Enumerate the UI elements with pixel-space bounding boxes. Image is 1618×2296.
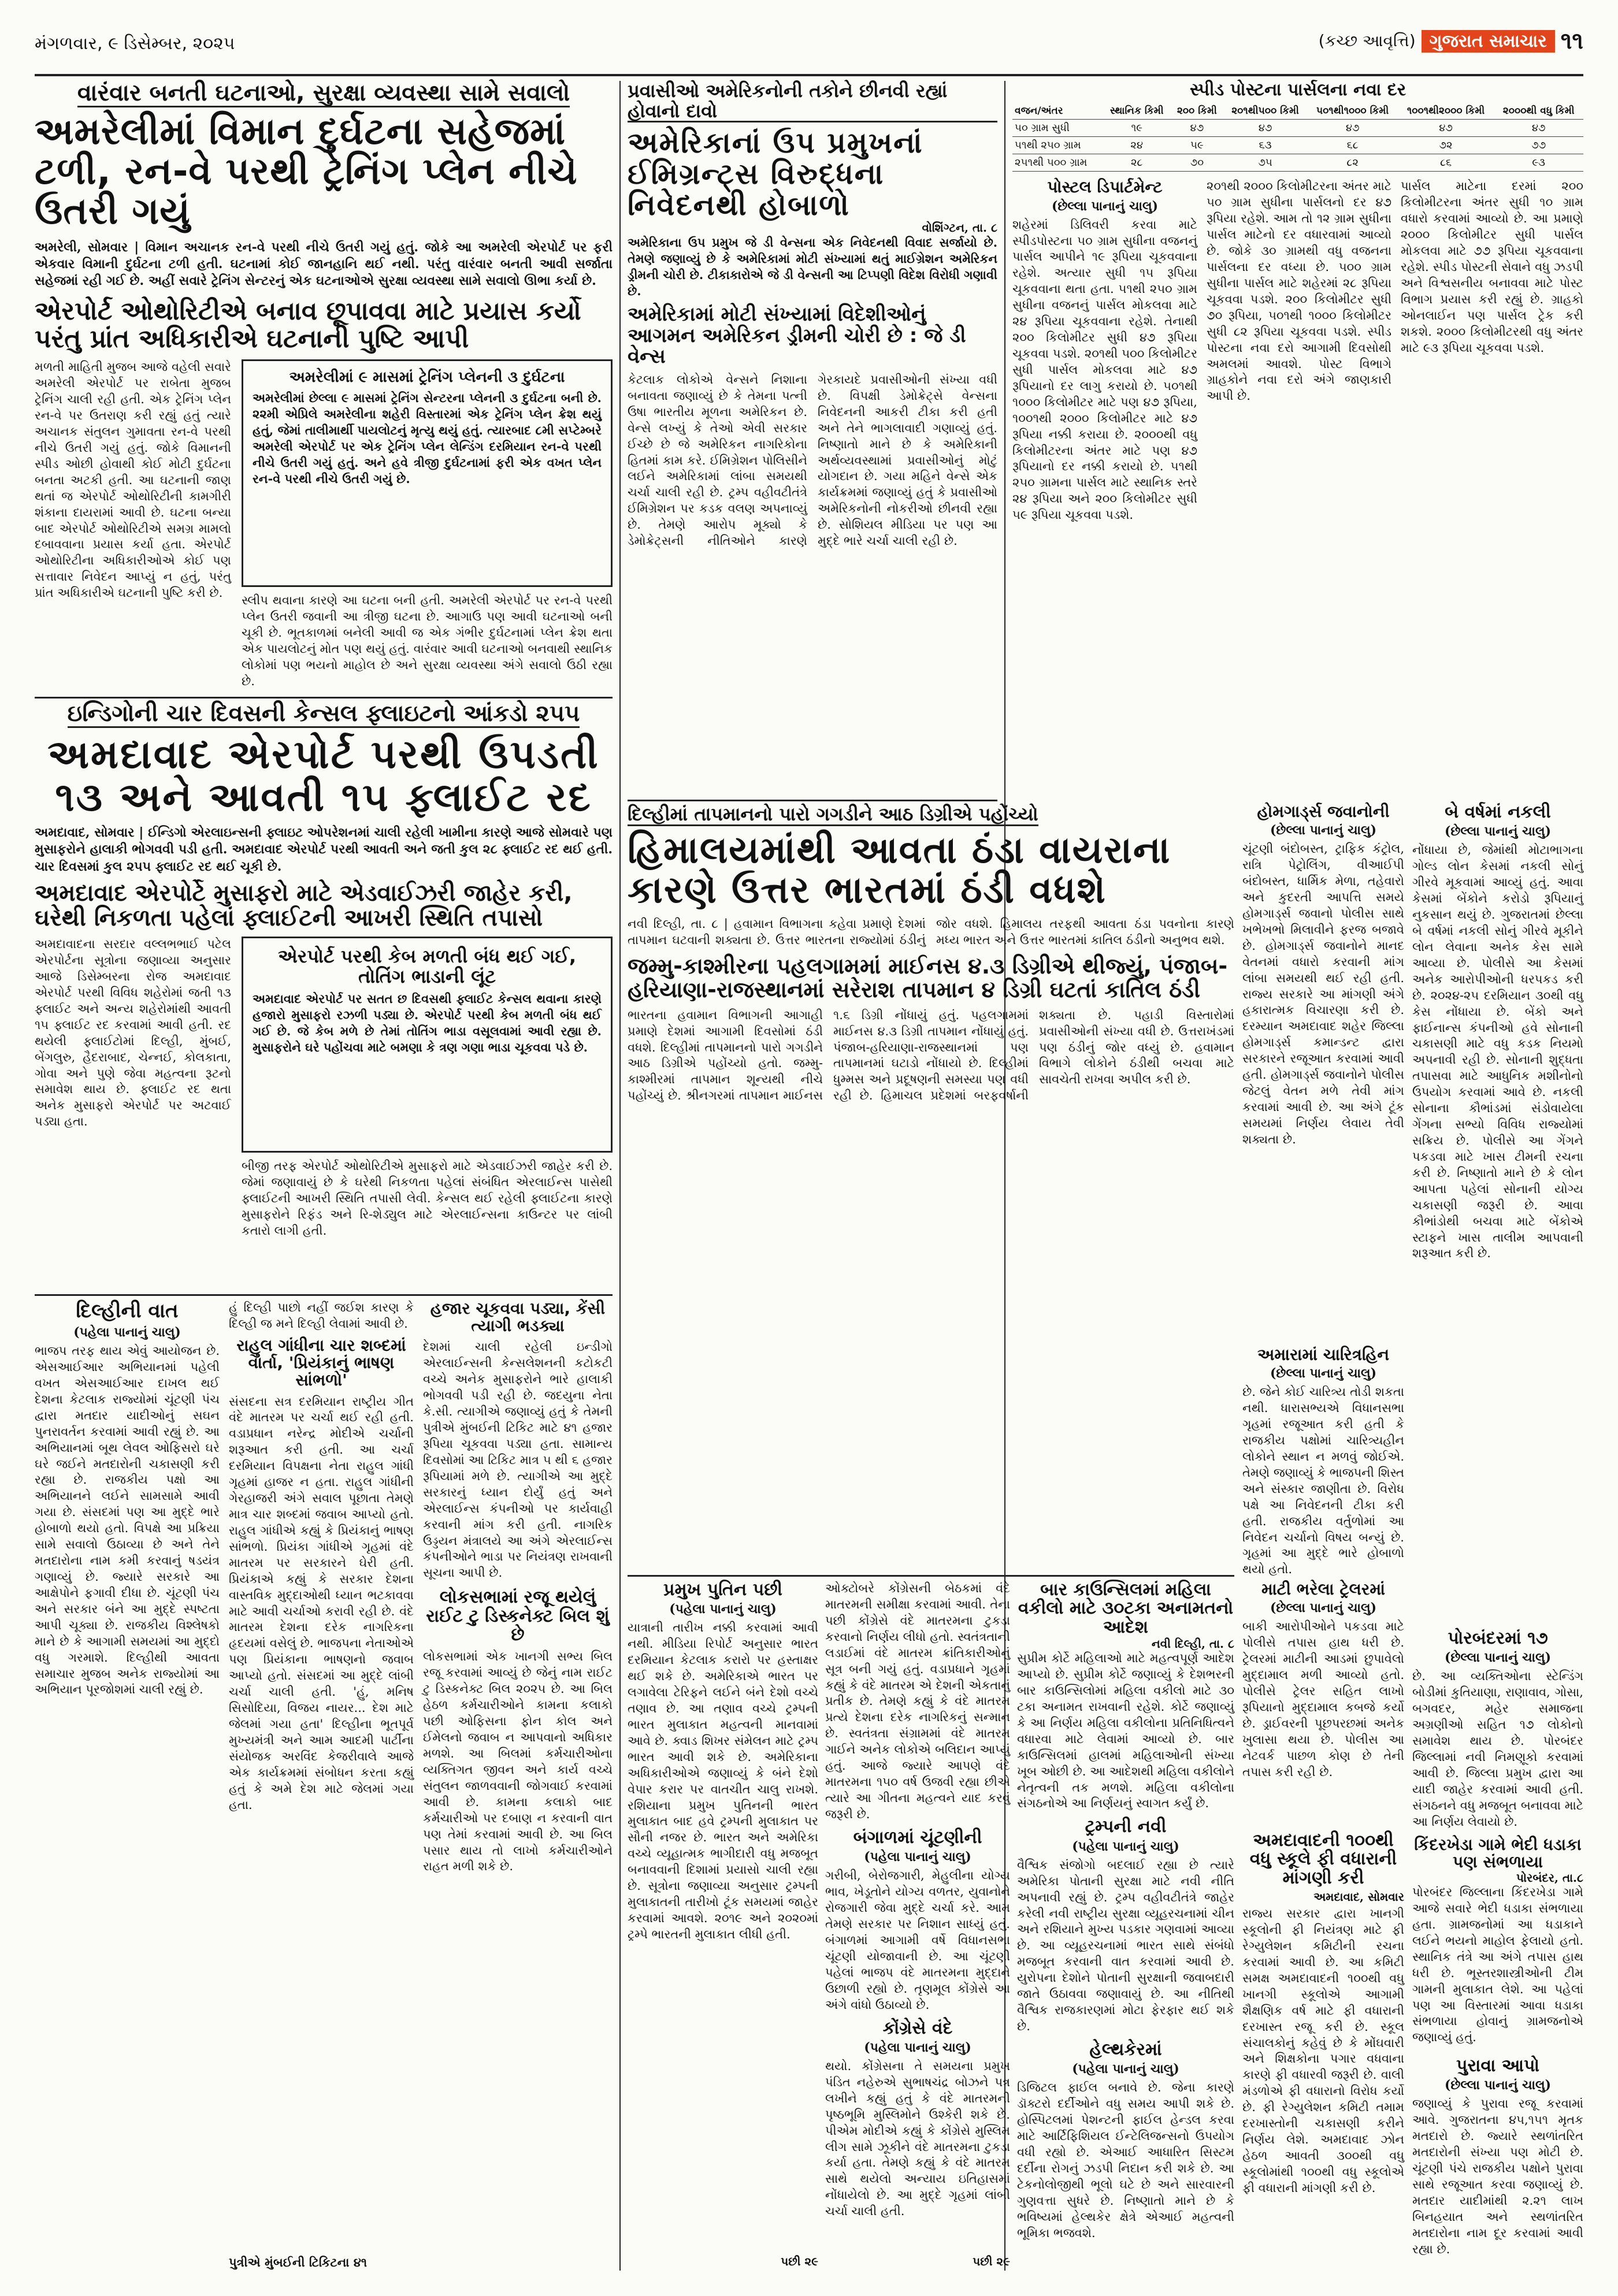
table-cell: ૮૨ [1308,154,1398,172]
table-row [1012,137,1583,154]
right-to-disconnect-title: લોકસભામાં રજૂ થયેલું રાઈટ ટુ ડિસ્કનેક્ટ બિલ શું છે [426,1587,610,1645]
postal-col-header: ૨૦૦૦થી વધુ કિમી [1494,103,1583,120]
ahmedabad-box-body: અમદાવાદ એરપોર્ટ પર સતત છ દિવસથી ફ્લાઈટ કેન્સલ થવાના કારણે હજારો મુસાફરો રઝળી પડ્યા છે. એરપોર્ટ પરથી કેબ મળતી બંધ થઈ ગઈ છે. જે કેબ મળે છે તેમાં તોતિંગ ભાડા વસૂલવામાં આવી રહ્યા છે. મુસાફરોને ઘરે પહોંચવા માટે બમણા કે ત્રણ ગણા ભાડા ચૂકવવા પડે છે. [253,991,602,1055]
postal-rate-table [1012,103,1583,172]
homeguard-body: ચૂંટણી બંદોબસ્ત, ટ્રાફિક કંટ્રોલ, રાત્રિ પેટ્રોલિંગ, વીઆઈપી બંદોબસ્ત, ધાર્મિક મેળા, તહેવારો અને કુદરતી આપત્તિ સમયે હોમગાર્ડ્સ જવાનો પોલીસ સાથે ખભેખભો મિલાવીને ફરજ બજાવે છે. હોમગાર્ડ્સ જવાનોને માનદ વેતનમાં વધારો કરવાની માંગ લાંબા સમયથી થઈ રહી હતી. રાજ્ય સરકારે આ માંગણી અંગે હકારાત્મક વિચારણા કરી છે. દરમ્યાન અમદાવાદ શહેર જિલ્લા હોમગાર્ડ્સ કમાન્ડન્ટ દ્વારા સરકારને રજૂઆત કરવામાં આવી હતી. હોમગાર્ડ્સ જવાનોને પોલીસ જેટલું વેતન મળે તેવી માંગ કરવામાં આવી છે. આ અંગે ટૂંક સમયમાં નિર્ણય લેવાય તેવી શક્યતા છે. [1242,842,1404,1146]
amara-body: છે. જેને કોઈ ચારિત્ર્ય તોડી શકતા નથી. ધારાસભ્યએ વિધાનસભા ગૃહમાં રજૂઆત કરી હતી કે રાજકીય પક્ષોમાં ચારિત્ર્યહીન લોકોને સ્થાન ન મળવું જોઈએ. તેમણે જણાવ્યું કે ભાજપની શિસ્ત અને સંસ્કાર જાણીતા છે. વિરોધ પક્ષે આ નિવેદનની ટીકા કરી હતી. રાજકીય વર્તુળોમાં આ નિવેદન ચર્ચાનો વિષય બન્યું છે. ગૃહમાં આ મુદ્દે ભારે હોબાળો થયો હતો. [1242,1385,1404,1577]
be-varsh-story [1412,803,1583,1623]
congress-vande-body: થયો. કોંગ્રેસના તે સમયના પ્રમુખ પંડિત નહેરુએ સુભાષચંદ્ર બોઝને પત્ર લખીને કહ્યું હતું કે વંદે માતરમની પૃષ્ઠભૂમિ મુસ્લિમોને ઉશ્કેરી શકે છે. પીએમ મોદીએ કહ્યું કે કોંગ્રેસે મુસ્લિમ લીગ સામે ઝૂકીને વંદે માતરમના ટુકડા કર્યા હતા. તેમણે કહ્યું કે વંદે માતરમ સાથે થયેલો અન્યાય ઇતિહાસમાં નોંધાયેલો છે. આ મુદ્દે ગૃહમાં લાંબી ચર્ચા ચાલી હતી. [825,2059,1010,2219]
postal-rates [1012,81,1583,716]
vance-dateline: વોશિંગ્ટન, તા. ૮ [922,221,997,235]
rule-left-1 [35,697,613,699]
himalaya-subhead: જમ્મુ-કાશ્મીરના પહલગામમાં માઈનસ ૪.૩ ડિગ્રીએ થીજ્યું, પંજાબ-હરિયાણા-રાજસ્થાનમાં સરેરાશ તાપમાન ૪ ડિગ્રી ઘટતાં કાતિલ ઠંડી [628,953,1228,1002]
kindarkheda-title: કિંદરખેડા ગામે ભેદી ધડાકા પણ સંભળાયા [1414,1834,1582,1871]
trump-cont: (પહેલા પાનાનું ચાલુ) [1072,1838,1179,1854]
table-cell: ૭૫ [1223,154,1308,172]
ahmedabad-kicker: ઇન્ડિગોની ચાર દિવસની કેન્સલ ફ્લાઇટનો આંકડો ૨૫૫ [68,701,580,728]
table-cell: ૪૭ [1308,120,1398,137]
bengal-body: ગરીબી, બેરોજગારી, મેહુલીના યોગ્ય ભાવ, ખેડૂતોને યોગ્ય વળતર, યુવાનોને રોજગારી જેવા મુદ્દે ચર્ચા કરે. આમ તેમણે સરકાર પર નિશાન સાધ્યું હતું. બંગાળમાં આગામી વર્ષે વિધાનસભા ચૂંટણી યોજાવાની છે. આ ચૂંટણી પહેલાં ભાજપ વંદે માતરમના મુદ્દાને ઉછાળી રહ્યો છે. તૃણમૂલ કોંગ્રેસે આ અંગે વાંધો ઉઠાવ્યો છે. [825,1868,1010,2012]
himalaya-lead: નવી દિલ્હી, તા. ૮ | હવામાન વિભાગના કહેવા પ્રમાણે દેશમાં તાપમાન ઘટવાની શક્યતા છે. ઉત્તર ભારતના રાજ્યોમાં ઠંડીનું જોર વધશે. હિમાલય તરફથી આવતા ઠંડા પવનોના કારણે મધ્ય ભારત અને ઉત્તર ભારતમાં કાતિલ ઠંડીનો અનુભવ થશે. [628,916,1234,947]
kindarkheda-dateline: પોરબંદર, તા.૮ [1516,1871,1583,1885]
amreli-kicker: વારંવાર બનતી ઘટનાઓ, સુરક્ષા વ્યવસ્થા સામે સવાલો [77,81,570,107]
postal-title: સ્પીડ પોસ્ટના પાર્સલના નવા દર [1189,80,1407,100]
congress-vande-title: કોંગ્રેસે વંદે [882,2018,953,2038]
puraava-story [1412,2057,1583,2271]
puraava-body: જણાવ્યું કે પુરાવા રજૂ કરવામાં આવે. ગુજરાતના ૪૫,૧૫૧ મૃતક મતદારો છે. જ્યારે સ્થળાંતરિત મતદારોની સંખ્યા પણ મોટી છે. ચૂંટણી પંચે રાજકીય પક્ષોને પુરાવા સાથે રજૂઆત કરવા જણાવ્યું છે. મતદાર યાદીમાંથી ૨.૨૧ લાખ બિનહયાત અને સ્થળાંતરિત મતદારોના નામ દૂર કરવામાં આવી રહ્યા છે. [1412,2097,1583,2256]
amara-story [1242,1345,1404,1577]
table-cell: ૪૭ [1494,120,1583,137]
postal-col-header: ૫૦૧થી૧૦૦૦ કિમી [1308,103,1398,120]
porbandar-body: છે. આ વ્યક્તિઓના સ્ટેન્ડિંગ બોડીમાં કુતિયાણા, રાણાવાવ, ગોસા, બગવદર, મહેર સમાજના અગ્રણીઓ સહિત ૧૭ લોકોનો સમાવેશ થાય છે. પોરબંદર જિલ્લામાં નવી નિમણૂકો કરવામાં આવી છે. જિલ્લા પ્રમુખ દ્વારા આ યાદી જાહેર કરવામાં આવી હતી. સંગઠનને વધુ મજબૂત બનાવવા માટે આ નિર્ણય લેવાયો છે. [1412,1669,1583,1829]
amreli-headline: અમરેલીમાં વિમાન દુર્ઘટના સહેજમાં ટળી, રન-વે પરથી ટ્રેનિંગ પ્લેન નીચે ઉતરી ગયું [35,110,578,233]
bengal-cont: (પહેલા પાનાનું ચાલુ) [864,1849,971,1865]
table-cell: ૭૦ [1171,154,1223,172]
ahmedabad-body-2: બીજી તરફ એરપોર્ટ ઓથોરિટીએ મુસાફરો માટે એડવાઈઝરી જાહેર કરી છે. જેમાં જણાવાયું છે કે ઘરેથી નિકળતા પહેલાં સંબંધિત એરલાઈન્સ પાસેથી ફ્લાઈટની આખરી સ્થિતિ તપાસી લેવી. કેન્સલ થઈ રહેલી ફ્લાઈટના કારણે મુસાફરોને રિફંડ અને રિ-શેડ્યુલ માટે એરલાઈન્સના કાઉન્ટર પર લાંબી કતારો લાગી હતી. [242,1159,613,1238]
delhi-ni-vaat-title: દિલ્હીની વાત [76,1299,179,1322]
ahmedabad-box [242,937,613,1153]
issue-date: મંગળવાર, ૯ ડિસેમ્બર, ૨૦૨૫ [35,34,235,54]
amreli-body-2: સ્લીપ થવાના કારણે આ ઘટના બની હતી. અમરેલી એરપોર્ટ પર રન-વે પરથી પ્લેન ઉતરી જવાની આ ત્રીજી ઘટના છે. આગાઉ પણ આવી ઘટનાઓ બની ચૂકી છે. ભૂતકાળમાં બનેલી આવી જ એક ગંભીર દુર્ઘટનામાં પ્લેન ક્રેશ થતા એક પાયલોટનું મોત પણ થયું હતું. વારંવાર આવી ઘટનાઓ બનવાથી સ્થાનિક લોકોમાં પણ ભયનો માહોલ છે અને સુરક્ષા વ્યવસ્થા અંગે સવાલો ઉઠી રહ્યા છે. [242,593,613,688]
healthcare-body: ડિજિટલ ફાઈલ બનાવે છે. જેના કારણે ડૉક્ટરો દર્દીઓને વધુ સમય આપી શકે છે. હોસ્પિટલમાં પેશન્ટની ફાઈલ હેન્ડલ કરવા માટે આર્ટિફિશિયલ ઈન્ટેલિજન્સનો ઉપયોગ વધી રહ્યો છે. એઆઈ આધારિત સિસ્ટમ દર્દીના રોગનું ઝડપી નિદાન કરી શકે છે. આ ટેકનોલોજીથી ભૂલો ઘટે છે અને સારવારની ગુણવત્તા સુધરે છે. નિષ્ણાતો માને છે કે ભવિષ્યમાં હેલ્થકેર ક્ષેત્રે એઆઈ મહત્વની ભૂમિકા ભજવશે. [1017,2080,1234,2240]
healthcare-cont: (પહેલા પાનાનું ચાલુ) [1072,2061,1179,2077]
brand-logo: ગુજરાત સમાચાર [1422,30,1555,53]
table-cell: ૮૬ [1398,154,1494,172]
delhi-ni-vaat-body: ભાજપ તરફ થાય એવું આયોજન છે. એસઆઈઆર અભિયાનમાં પહેલી વખત એસઆઈઆર દાખલ થઈ દેશના કેટલાક રાજ્યોમાં ચૂંટણી પંચ દ્વારા મતદાર યાદીઓનું સઘન પુનરાવર્તન કરવામાં આવી રહ્યું છે. આ અભિયાનમાં બૂથ લેવલ ઓફિસરો ઘરે ઘરે જઈને મતદારોની ચકાસણી કરી રહ્યા છે. રાજકીય પક્ષો આ અભિયાનને લઈને સામસામે આવી ગયા છે. સંસદમાં પણ આ મુદ્દે ભારે હોબાળો થયો હતો. વિપક્ષે આ પ્રક્રિયા સામે સવાલો ઉઠાવ્યા છે અને તેને મતદારોના નામ કમી કરવાનું ષડયંત્ર ગણાવ્યું છે. જ્યારે સરકારે આ આક્ષેપોને ફગાવી દીધા છે. ચૂંટણી પંચ અને સરકાર બંને આ મુદ્દે સ્પષ્ટતા આપી ચૂક્યા છે. રાજકીય વિશ્લેષકો માને છે કે આગામી સમયમાં આ મુદ્દો વધુ ગરમાશે. દિલ્હીથી આવતા સમાચાર મુજબ અનેક રાજ્યોમાં આ અભિયાન પૂરજોશમાં ચાલી રહ્યું છે. [35,1344,220,1697]
rahul-body: સંસદના સત્ર દરમિયાન રાષ્ટ્રીય ગીત વંદે માતરમ પર ચર્ચા થઈ રહી હતી. વડાપ્રધાન નરેન્દ્ર મોદીએ ચર્ચાની શરૂઆત કરી હતી. આ ચર્ચા દરમિયાન વિપક્ષના નેતા રાહુલ ગાંધી ગૃહમાં હાજર ન હતા. રાહુલ ગાંધીની ગેરહાજરી અંગે સવાલ પૂછાતા તેમણે માત્ર ચાર શબ્દમાં જવાબ આપ્યો હતો. રાહુલ ગાંધીએ કહ્યું કે પ્રિયંકાનું ભાષણ સાંભળો. પ્રિયંકા ગાંધીએ ગૃહમાં વંદે માતરમ પર સરકારને ઘેરી હતી. પ્રિયંકાએ કહ્યું કે સરકાર દેશના વાસ્તવિક મુદ્દાઓથી ધ્યાન ભટકાવવા માટે આવી ચર્ચાઓ કરાવી રહી છે. વંદે માતરમ દેશના દરેક નાગરિકના હૃદયમાં વસેલું છે. ભાજપના નેતાઓએ પણ પ્રિયંકાના ભાષણનો જવાબ આપ્યો હતો. સંસદમાં આ મુદ્દે લાંબી ચર્ચા ચાલી હતી. 'હું, મનિષ સિસોદિયા, વિજય નાયર... દેશ માટે જેલમાં ગયા હતા' દિલ્હીના ભૂતપૂર્વ મુખ્યમંત્રી અને આમ આદમી પાર્ટીના સંયોજક અરવિંદ કેજરીવાલે આજે એક કાર્યક્રમમાં સંબોધન કરતા કહ્યું હતું કે અમે દેશ માટે જેલમાં ગયા હતા. [229,1394,414,1812]
col-rule-1 [619,81,621,2271]
himalaya-body: ભારતના હવામાન વિભાગની આગાહી પ્રમાણે દેશમાં આગામી દિવસોમાં ઠંડી વધશે. દિલ્હીમાં તાપમાનનો પારો ગગડીને આઠ ડિગ્રીએ પહોંચ્યો હતો. જમ્મુ-કાશ્મીરમાં તાપમાન શૂન્યથી નીચે પહોંચ્યું છે. શ્રીનગરમાં તાપમાન માઈનસ ૧.૬ ડિગ્રી નોંધાયું હતું. પહલગામમાં માઈનસ ૪.૩ ડિગ્રી તાપમાન નોંધાયું હતું. પંજાબ-હરિયાણા-રાજસ્થાનમાં પણ તાપમાનમાં ઘટાડો નોંધાયો છે. દિલ્હીમાં ધુમ્મસ અને પ્રદૂષણની સમસ્યા પણ વધી રહી છે. હિમાચલ પ્રદેશમાં બરફવર્ષાની શક્યતા છે. પહાડી વિસ્તારોમાં પ્રવાસીઓની સંખ્યા વધી છે. ઉત્તરાખંડમાં પણ ઠંડીનું જોર વધ્યું છે. હવામાન વિભાગે લોકોને ઠંડીથી બચવા માટે સાવચેતી રાખવા અપીલ કરી છે. [628,1008,1234,1103]
rahul-footer: પુત્રીએ મુંબઈની ટિકિટના ૪૧ [229,2255,368,2270]
bar-council-story [1017,1581,1234,2268]
be-varsh-body: નોંધાયા છે, જેમાંથી મોટાભાગના ગોલ્ડ લોન કેસમાં નકલી સોનું ગીરવે મૂકવામાં આવ્યું હતું. આવા કેસમાં બેંકોને કરોડો રૂપિયાનું નુકસાન થયું છે. ગુજરાતમાં છેલ્લા બે વર્ષમાં નકલી સોનું ગીરવે મૂકીને લોન લેવાના અનેક કેસ સામે આવ્યા છે. પોલીસે આ કેસમાં અનેક આરોપીઓની ધરપકડ કરી છે. ૨૦૨૪-૨૫ દરમિયાન ૩૦થી વધુ કેસ નોંધાયા છે. બેંકો અને ફાઈનાન્સ કંપનીઓ હવે સોનાની ચકાસણી માટે વધુ કડક નિયમો અપનાવી રહી છે. સોનાની શુદ્ધતા તપાસવા માટે આધુનિક મશીનોનો ઉપયોગ કરવામાં આવે છે. નકલી સોનાના કૌભાંડમાં સંડોવાયેલા ગેંગના સભ્યો વિવિધ રાજ્યોમાં સક્રિય છે. પોલીસે આ ગેંગને પકડવા માટે ખાસ ટીમની રચના કરી છે. નિષ્ણાતો માને છે કે લોન આપતા પહેલાં સોનાની યોગ્ય ચકાસણી જરૂરી છે. આવા કૌભાંડોથી બચવા માટે બેંકોએ સ્ટાફને ખાસ તાલીમ આપવાની શરૂઆત કરી છે. [1412,843,1583,1261]
vance-story [628,81,997,797]
table-cell: ૬૮ [1308,137,1398,154]
vance-body: કેટલાક લોકોએ વેન્સને નિશાના બનાવતા જણાવ્યું છે કે તેમના પત્ની ઉષા ભારતીય મૂળના અમેરિકન છે. વેન્સે લખ્યું કે તેઓ એવી સરકાર ઈચ્છે છે જે અમેરિકન નાગરિકોના હિતમાં કામ કરે. ઈમિગ્રેશન પોલિસીને લઈને અમેરિકામાં લાંબા સમયથી ચર્ચા ચાલી રહી છે. ટ્રમ્પ વહીવટીતંત્રે ઈમિગ્રેશન પર કડક વલણ અપનાવ્યું છે. તેમણે આરોપ મૂક્યો કે ડેમોક્રેટ્સની નીતિઓને કારણે ગેરકાયદે પ્રવાસીઓની સંખ્યા વધી છે. વિપક્ષી ડેમોક્રેટ્સે વેન્સના નિવેદનની આકરી ટીકા કરી હતી અને તેને ભાગલાવાદી ગણાવ્યું હતું. નિષ્ણાતો માને છે કે અમેરિકાની અર્થવ્યવસ્થામાં પ્રવાસીઓનું મોટું યોગદાન છે. ગયા મહિને વેન્સે એક કાર્યક્રમમાં જણાવ્યું હતું કે પ્રવાસીઓ અમેરિકનોની નોકરીઓ છીનવી રહ્યા છે. સોશિયલ મીડિયા પર પણ આ મુદ્દે ભારે ચર્ચા ચાલી રહી છે. [628,372,997,548]
table-cell: ૬૩ [1223,137,1308,154]
refund-body: દેશમાં ચાલી રહેલી ઇન્ડીગો એરલાઈન્સની કેન્સલેશનની કટોકટી વચ્ચે અનેક મુસાફરોને ભારે હાલાકી ભોગવવી પડી રહી છે. જદયુના નેતા કે.સી. ત્યાગીએ જણાવ્યું હતું કે તેમની પુત્રીએ મુંબઈની ટિકિટ માટે ૪૧ હજાર રૂપિયા ચૂકવવા પડ્યા હતા. સામાન્ય દિવસોમાં આ ટિકિટ માત્ર ૫ થી ૬ હજાર રૂપિયામાં મળે છે. ત્યાગીએ આ મુદ્દે સરકારનું ધ્યાન દોર્યું હતું અને એરલાઈન્સ કંપનીઓ પર કાર્યવાહી કરવાની માંગ કરી હતી. નાગરિક ઉડ્ડયન મંત્રાલયે આ અંગે એરલાઈન્સ કંપનીઓને ભાડા પર નિયંત્રણ રાખવાની સૂચના આપી છે. [423,1340,613,1580]
rahul-title: રાહુલ ગાંધીના ચાર શબ્દમાં વાર્તા, 'પ્રિયંકાનું ભાષણ સાંભળો' [236,1335,406,1390]
bar-council-title: બાર કાઉન્સિલમાં મહિલા વકીલો માટે ૩૦ટકા અનામતનો આદેશ [1018,1580,1234,1637]
rahul-intro: હું દિલ્હી પાછો નહીં જઈશ કારણ કે દિલ્હી જ મને દિલ્હી લેવામાં આવી છે. [229,1301,414,1331]
vance-subhead: અમેરિકામાં મોટી સંખ્યામાં વિદેશીઓનું આગમન અમેરિકન ડ્રીમની ચોરી છે : જે ડી વેન્સ [628,302,966,369]
vance-headline: અમેરિકાનાં ઉપ પ્રમુખનાં ઈમિગ્રન્ટ્સ વિરુદ્ધના નિવેદનથી હોબાળો [628,126,923,222]
porbandar-story [1412,1629,1583,2045]
postal-body-2: ૨૦૧થી ૨૦૦૦ કિલોમીટરના અંતર માટે ૫૦ ગ્રામ સુધીના પાર્સલનો દર ૪૭ રૂપિયા રહેશે. આમ તો ૧૨ ગ્રામ સુધીના પાર્સલ માટેનો દર વધારવામાં આવ્યો છે. જોકે ૩૦ ગ્રામથી વધુ વજનના પાર્સલના દર વધ્યા છે. ૫૦૦ ગ્રામ સુધીના પાર્સલ માટે શહેરમાં ૨૮ રૂપિયા ચૂકવવા પડશે. ૨૦૦ કિલોમીટર સુધી ૭૦ રૂપિયા, ૫૦૧થી ૧૦૦૦ કિલોમીટર સુધી ૮૨ રૂપિયા ચૂકવવા પડશે. સ્પીડ પોસ્ટના નવા દરો આગામી દિવસોથી અમલમાં આવશે. પોસ્ટ વિભાગે ગ્રાહકોને નવા દરો અંગે જાણકારી આપી છે. [1207,179,1391,403]
amara-title: અમારામાં ચારિત્રહિન [1257,1345,1390,1364]
ahmedabad-headline: અમદાવાદ એરપોર્ટ પરથી ઉપડતી ૧૩ અને આવતી ૧૫ ફ્લાઈટ રદ [47,732,600,820]
table-cell: ૨૫૧થી ૫૦૦ ગ્રામ [1012,154,1103,172]
table-cell: ૧૯ [1103,120,1171,137]
postal-col-header: સ્થાનિક કિમી [1103,103,1171,120]
amreli-story [35,81,613,693]
postal-col-header: વજન/અંતર [1012,103,1103,120]
rahul-story [229,1300,414,2271]
table-row [1012,154,1583,172]
himalaya-headline: હિમાલયમાંથી આવતા ઠંડા વાયરાના કારણે ઉત્તર ભારતમાં ઠંડી વધશે [628,829,1171,912]
mati-body: બાકી આરોપીઓને પકડવા માટે પોલીસે તપાસ હાથ ધરી છે. ટ્રેલરમાં માટીની આડમાં છુપાવેલો મુદ્દામાલ મળી આવ્યો હતો. પોલીસે ટ્રેલર સહિત લાખો રૂપિયાનો મુદ્દામાલ કબજે કર્યો છે. ડ્રાઈવરની પૂછપરછમાં અનેક ખુલાસા થયા છે. પોલીસ આ નેટવર્ક પાછળ કોણ છે તેની તપાસ કરી રહી છે. [1242,1619,1404,1779]
vande-story [825,1581,1010,2268]
be-varsh-cont: (છેલ્લા પાનાનું ચાલુ) [1444,824,1552,839]
right-to-disconnect-body: લોકસભામાં એક ખાનગી સભ્ય બિલ રજૂ કરવામાં આવ્યું છે જેનું નામ રાઈટ ટુ ડિસ્કનેક્ટ બિલ ૨૦૨૫ છે. આ બિલ હેઠળ કર્મચારીઓને કામના કલાકો પછી ઓફિસના ફોન કોલ અને ઈમેલનો જવાબ ન આપવાનો અધિકાર મળશે. આ બિલમાં કર્મચારીઓના વ્યક્તિગત જીવન અને કાર્ય વચ્ચે સંતુલન જાળવવાની જોગવાઈ કરવામાં આવી છે. કામના કલાકો બાદ કર્મચારીઓ પર દબાણ ન કરવાની વાત પણ તેમાં કરવામાં આવી છે. આ બિલ પસાર થાય તો લાખો કર્મચારીઓને રાહત મળી શકે છે. [423,1649,613,1874]
table-cell: ૭૭ [1494,137,1583,154]
table-cell: ૫૯ [1171,137,1223,154]
bar-council-body: સુપ્રીમ કોર્ટે મહિલાઓ માટે મહત્વપૂર્ણ આદેશ આપ્યો છે. સુપ્રીમ કોર્ટે જણાવ્યું કે દેશભરની બાર કાઉન્સિલોમાં મહિલા વકીલો માટે ૩૦ ટકા અનામત રાખવાની રહેશે. કોર્ટે જણાવ્યું કે આ નિર્ણય મહિલા વકીલોના પ્રતિનિધિત્વને વધારવા માટે લેવામાં આવ્યો છે. બાર કાઉન્સિલમાં હાલમાં મહિલાઓની સંખ્યા ખૂબ ઓછી છે. આ આદેશથી મહિલા વકીલોને નેતૃત્વની તક મળશે. મહિલા વકીલોના સંગઠનોએ આ નિર્ણયનું સ્વાગત કર્યું છે. [1017,1651,1234,1811]
pramukh-putin-title: પ્રમુખ પુતિન પછી [663,1580,782,1600]
postal-body-3: પાર્સલ માટેના દરમાં ૨૦૦ કિલોમીટરના અંતર સુધી ૧૦ ગ્રામ વધારો કરવામાં આવ્યો છે. આ પ્રમાણે ૨૦૦૦ કિલોમીટર સુધી પાર્સલ મોકલવા માટે ૭૭ રૂપિયા ચૂકવવાના રહેશે. સ્પીડ પોસ્ટની સેવાને વધુ ઝડપી અને વિશ્વસનીય બનાવવા માટે પોસ્ટ વિભાગ પ્રયાસ કરી રહ્યું છે. ગ્રાહકો ઓનલાઈન પણ પાર્સલ ટ્રેક કરી શકશે. ૨૦૦૦ કિલોમીટરથી વધુ અંતર માટે ૯૩ રૂપિયા ચૂકવવા પડશે. [1401,179,1583,355]
table-cell: ૨૮ [1103,154,1171,172]
school-fee-body: રાજ્ય સરકાર દ્વારા ખાનગી સ્કૂલોની ફી નિયંત્રણ માટે ફી રેગ્યુલેશન કમિટીની રચના કરવામાં આવી છે. આ કમિટી સમક્ષ અમદાવાદની ૧૦૦થી વધુ ખાનગી સ્કૂલોએ આગામી શૈક્ષણિક વર્ષ માટે ફી વધારાની દરખાસ્ત રજૂ કરી છે. સ્કૂલ સંચાલકોનું કહેવું છે કે મોંઘવારી અને શિક્ષકોના પગાર વધવાના કારણે ફી વધારવી જરૂરી છે. વાલી મંડળોએ ફી વધારાનો વિરોધ કર્યો છે. ફી રેગ્યુલેશન કમિટી તમામ દરખાસ્તોની ચકાસણી કરીને નિર્ણય લેશે. અમદાવાદ ઝોન હેઠળ આવતી ૩૦૦થી વધુ સ્કૂલોમાંથી ૧૦૦થી વધુ સ્કૂલોએ ફી વધારાની માંગણી કરી છે. [1242,1907,1404,2195]
refund-story [423,1300,613,2271]
amreli-box-title: અમરેલીમાં ૯ માસમાં ટ્રેનિંગ પ્લેનની ૩ દુર્ઘટના [289,369,565,387]
pramukh-putin-cont: (પહેલા પાનાનું ચાલુ) [669,1602,777,1617]
healthcare-title: હેલ્થકેરમાં [1089,2039,1162,2060]
postal-col-header: ૧૦૦૧થી૨૦૦૦ કિમી [1398,103,1494,120]
table-cell: ૯૩ [1494,154,1583,172]
masthead [35,25,1583,72]
page-number: ૧૧ [1560,28,1583,54]
ahmedabad-body-1: અમદાવાદના સરદાર વલ્લભભાઈ પટેલ એરપોર્ટના સૂત્રોના જણાવ્યા અનુસાર આજે ડિસેમ્બરના રોજ અમદાવાદ એરપોર્ટ પરથી વિવિધ શહેરોમાં જતી ૧૩ ફ્લાઈટ અને અન્ય શહેરોમાંથી આવતી ૧૫ ફ્લાઈટ રદ કરવામાં આવી હતી. રદ થયેલી ફ્લાઈટોમાં દિલ્હી, મુંબઈ, બેંગલુરુ, હૈદરાબાદ, ચેન્નઈ, કોલકાતા, ગોવા અને પુણે જેવા મહત્વના રૂટનો સમાવેશ થાય છે. ફ્લાઈટ રદ થતા અનેક મુસાફરો એરપોર્ટ પર અટવાઈ પડ્યા હતા. [35,937,231,1129]
table-cell: ૪૭ [1398,120,1494,137]
mati-title: માટી ભરેલા ટ્રેલરમાં [1261,1580,1385,1599]
postal-cont: (છેલ્લા પાનાનું ચાલુ) [1051,198,1159,214]
rule-mid-2 [628,1575,1234,1577]
kindarkheda-body: પોરબંદર જિલ્લાના કિંદરખેડા ગામે આજે સવારે ભેદી ધડાકા સંભળાયા હતા. ગ્રામજનોમાં આ ધડાકાને લઈને ભયનો માહોલ ફેલાયો હતો. સ્થાનિક તંત્રે આ અંગે તપાસ હાથ ધરી છે. ભૂસ્તરશાસ્ત્રીઓની ટીમ ગામની મુલાકાત લેશે. આ પહેલાં પણ આ વિસ્તારમાં આવા ધડાકા સંભળાયા હોવાનું ગ્રામજનોએ જણાવ્યું હતું. [1412,1885,1583,2045]
porbandar-title: પોરબંદરમાં ૧૭ [1448,1628,1548,1648]
ahmedabad-box-title: એરપોર્ટ પરથી કેબ મળતી બંધ થઈ ગઈ, તોતિંગ ભાડાની લૂંટ [277,945,577,987]
homeguard-title: હોમગાર્ડ્સ જવાનોની [1257,802,1390,821]
postal-col-header: ૨૦૦ કિમી [1171,103,1223,120]
vande-body: ઓક્ટોબરે કોંગ્રેસની બેઠકમાં વંદે માતરમની સમીક્ષા કરવામાં આવી. તેના પછી કોંગ્રેસે વંદે માતરમના ટુકડા કરવાનો નિર્ણય લીધો હતો. સ્વતંત્રતાની લડાઈમાં વંદે માતરમ ક્રાંતિકારીઓનું સૂત્ર બની ગયું હતું. વડાપ્રધાને ગૃહમાં કહ્યું કે વંદે માતરમ એ દેશની એકતાનું પ્રતીક છે. તેમણે કહ્યું કે વંદે માતરમ પ્રત્યે દેશના દરેક નાગરિકનું સન્માન છે. સ્વતંત્રતા સંગ્રામમાં વંદે માતરમ ગાઈને અનેક લોકોએ બલિદાન આપ્યું હતું. આજે જ્યારે આપણે વંદે માતરમના ૧૫૦ વર્ષ ઉજવી રહ્યા છીએ ત્યારે આ ગીતના મહત્વને યાદ કરવું જરૂરી છે. [825,1581,1010,1821]
table-cell: ૫૦ ગ્રામ સુધી [1012,120,1103,137]
puraava-cont: (છેલ્લા પાનાનું ચાલુ) [1444,2078,1552,2093]
puraava-title: પુરાવા આપો [1456,2056,1539,2076]
mati-story [1242,1581,1404,1823]
amreli-subhead: એરપોર્ટ ઓથોરિટીએ બનાવ છૂપાવવા માટે પ્રયાસ કર્યો પરંતુ પ્રાંત અધિકારીએ ઘટનાની પુષ્ટિ આપી [35,296,581,354]
vance-lead: અમેરિકાના ઉપ પ્રમુખ જે ડી વેન્સના એક નિવેદનથી વિવાદ સર્જાયો છે. તેમણે જણાવ્યું છે કે અમેરિકામાં મોટી સંખ્યામાં થતું માઈગ્રેશન અમેરિકન ડ્રીમની ચોરી છે. ટીકાકારોએ જે ડી વેન્સની આ ટિપ્પણી વિદેશ વિરોધી ગણાવી છે. [628,235,997,298]
refund-title: હજાર ચૂકવવા પડ્યા, કેંસી ત્યાગી ભડક્યા [430,1299,606,1336]
table-cell: ૫૧થી ૨૫૦ ગ્રામ [1012,137,1103,154]
himalaya-story [628,804,1234,1573]
ahmedabad-story [35,701,613,1291]
school-fee-title: અમદાવાદની ૧૦૦થી વધુ સ્કૂલે ફી વધારાની માંગણી કરી [1249,1830,1397,1888]
pramukh-putin-body: યાત્રાની તારીખ નક્કી કરવામાં આવી નથી. મીડિયા રિપોર્ટ અનુસાર ભારત દરમિયાન કેટલાક કરારો પર હસ્તાક્ષર થઈ શકે છે. અમેરિકાએ ભારત પર લગાવેલા ટેરિફને લઈને બંને દેશો વચ્ચે તણાવ છે. આ તણાવ વચ્ચે ટ્રમ્પની ભારત મુલાકાત મહત્વની માનવામાં આવે છે. ક્વાડ શિખર સંમેલન માટે ટ્રમ્પ ભારત આવી શકે છે. અમેરિકાના અધિકારીઓએ જણાવ્યું કે બંને દેશો વેપાર કરાર પર વાતચીત ચાલુ રાખશે. રશિયાના પ્રમુખ પુતિનની ભારત મુલાકાત બાદ હવે ટ્રમ્પની મુલાકાત પર સૌની નજર છે. ભારત અને અમેરિકા વચ્ચે વ્યૂહાત્મક ભાગીદારી વધુ મજબૂત બનાવવાની દિશામાં પ્રયાસો ચાલી રહ્યા છે. સૂત્રોના જણાવ્યા અનુસાર ટ્રમ્પની મુલાકાતની તારીખો ટૂંક સમયમાં જાહેર કરવામાં આવશે. ૨૦૧૯ અને ૨૦૨૦માં ટ્રમ્પે ભારતની મુલાકાત લીધી હતી. [628,1621,818,1941]
table-cell: ૨૪ [1103,137,1171,154]
table-cell: ૭૨ [1398,137,1494,154]
table-cell: ૪૭ [1171,120,1223,137]
pramukh-putin-story [628,1581,818,2268]
school-fee-dateline: અમદાવાદ, સોમવાર [1313,1890,1404,1904]
bengal-title: બંગાળમાં ચૂંટણીની [853,1827,982,1848]
be-varsh-title: બે વર્ષમાં નકલી [1445,802,1551,822]
ahmedabad-subhead: અમદાવાદ એરપોર્ટે મુસાફરો માટે એડવાઈઝરી જાહેર કરી, ઘરેથી નિકળતા પહેલાં ફ્લાઈટની આખરી સ્થિતિ તપાસો [35,879,573,931]
postal-body-1: શહેરમાં ડિલિવરી કરવા માટે સ્પીડપોસ્ટના ૫૦ ગ્રામ સુધીના વજનનું પાર્સલ આપીને ૧૯ રૂપિયા ચૂકવવાના રહેશે. અત્યાર સુધી ૧૫ રૂપિયા ચૂકવવાના થતા હતા. ૫૧થી ૨૫૦ ગ્રામ સુધીના વજનનું પાર્સલ મોકલવા માટે ૨૪ રૂપિયા ચૂકવવાના રહેશે. તેનાથી ૨૦૦ કિલોમીટર સુધી ૪૭ રૂપિયા ચૂકવવા પડશે. ૨૦૧થી ૫૦૦ કિલોમીટર સુધી પાર્સલ મોકલવા માટે ૪૭ રૂપિયાનો દર લાગુ કરાયો છે. ૫૦૧થી ૧૦૦૦ કિલોમીટર માટે પણ ૪૭ રૂપિયા, ૧૦૦૧થી ૨૦૦૦ કિલોમીટર માટે ૪૭ રૂપિયા નક્કી કરાયા છે. ૨૦૦૦થી વધુ કિલોમીટરના અંતર માટે પણ ૪૭ રૂપિયાનો દર નક્કી કરાયો છે. ૫૧થી ૨૫૦ ગ્રામના પાર્સલ માટે સ્થાનિક સ્તરે ૨૪ રૂપિયા અને ૨૦૦ કિલોમીટર સુધી ૫૯ રૂપિયા ચૂકવવા પડશે. [1012,217,1197,522]
postal-sub-title: પોસ્ટલ ડિપાર્ટમેન્ટ [1047,177,1163,197]
trump-body: વૈશ્વિક સંજોગો બદલાઈ રહ્યા છે ત્યારે અમેરિકા પોતાની સુરક્ષા માટે નવી નીતિ અપનાવી રહ્યું છે. ટ્રમ્પ વહીવટીતંત્રે જાહેર કરેલી નવી રાષ્ટ્રીય સુરક્ષા વ્યૂહરચનામાં ચીન અને રશિયાને મુખ્ય પડકાર ગણવામાં આવ્યા છે. આ વ્યૂહરચનામાં ભારત સાથે સંબંધો મજબૂત કરવાની વાત કરવામાં આવી છે. યુરોપના દેશોને પોતાની સુરક્ષાની જવાબદારી જાતે ઉઠાવવા જણાવાયું છે. આ નીતિથી વૈશ્વિક રાજકારણમાં મોટા ફેરફાર થઈ શકે છે. [1017,1857,1234,2033]
delhi-ni-vaat-cont: (પહેલા પાનાનું ચાલુ) [73,1325,181,1340]
table-cell: ૪૭ [1223,120,1308,137]
amreli-body-1: મળતી માહિતી મુજબ આજે વહેલી સવારે અમરેલી એરપોર્ટ પર રાબેતા મુજબ ટ્રેનિંગ ચાલી રહી હતી. એક ટ્રેનિંગ પ્લેન રન-વે પર ઉતરાણ કરી રહ્યું હતું ત્યારે અચાનક સંતુલન ગુમાવતા રન-વે પરથી નીચે ઉતરી ગયું હતું. જોકે વિમાનની સ્પીડ ઓછી હોવાથી કોઈ મોટી દુર્ઘટના બનતા અટકી હતી. આ ઘટનાની જાણ થતાં જ એરપોર્ટ ઓથોરિટીની કામગીરી શંકાના દાયરામાં આવી છે. ઘટના બન્યા બાદ એરપોર્ટ ઓથોરિટીએ સમગ્ર મામલો દબાવવાના પ્રયાસ કર્યા હતા. એરપોર્ટ ઓથોરિટીના અધિકારીઓએ કોઈ પણ સત્તાવાર નિવેદન આપ્યું ન હતું, પરંતુ પ્રાંત અધિકારીએ ઘટનાની પુષ્ટિ કરી છે. [35,360,231,600]
amreli-lead: અમરેલી, સોમવાર | વિમાન અચાનક રન-વે પરથી નીચે ઉતરી ગયું હતું. જોકે આ અમરેલી એરપોર્ટ પર ફરી એકવાર વિમાની દુર્ઘટના ટળી હતી. ઘટનામાં કોઈ જાનહાનિ થઈ નથી. પરંતુ વારંવાર બનતી આવી સર્જાતા સહેજમાં રહી ગઈ છે. અહીં સવારે ટ્રેનિંગ સેન્ટરનું એક ઘટનાઓએ સુરક્ષા વ્યવસ્થા સામે સવાલો ઊભા કર્યા છે. [35,239,613,289]
homeguard-cont: (છેલ્લા પાનાનું ચાલુ) [1270,823,1377,838]
pramukh-putin-continued: પછી ૨૯ [781,2254,818,2268]
mati-cont: (છેલ્લા પાનાનું ચાલુ) [1270,1600,1377,1616]
rule-mid-1 [628,800,997,801]
amara-cont: (છેલ્લા પાનાનું ચાલુ) [1270,1366,1377,1381]
school-fee-story [1242,1831,1404,2271]
congress-vande-cont: (પહેલા પાનાનું ચાલુ) [864,2039,971,2055]
amreli-box [242,359,613,587]
amreli-box-body: અમરેલીમાં છેલ્લા ૯ માસમાં ટ્રેનિંગ સેન્ટરના પ્લેનની ૩ દુર્ઘટના બની છે. ૨૨મી એપ્રિલે અમરેલીના શહેરી વિસ્તારમાં એક ટ્રેનિંગ પ્લેન ક્રેશ થયું હતું, જેમાં તાલીમાર્થી પાયલોટનું મૃત્યુ થયું હતું. ત્યારબાદ ૮મી સપ્ટેમ્બરે અમરેલી એરપોર્ટ પર એક ટ્રેનિંગ પ્લેન લેન્ડિંગ દરમિયાન રન-વે પરથી નીચે ઉતરી ગયું હતું. અને હવે ત્રીજી દુર્ઘટનામાં ફરી એક વખત પ્લેન રન-વે પરથી નીચે ઉતરી ગયું છે. [253,391,602,486]
postal-col-header: ૨૦૧થી૫૦૦ કિમી [1223,103,1308,120]
masthead-rule [35,74,1583,76]
himalaya-kicker: દિલ્હીમાં તાપમાનનો પારો ગગડીને આઠ ડિગ્રીએ પહોંચ્યો [628,803,1038,825]
trump-title: ટ્રમ્પની નવી [1085,1816,1167,1837]
edition-label: (કચ્છ આવૃત્તિ) [1318,31,1416,50]
rule-left-2 [35,1294,613,1296]
bar-council-dateline: નવી દિલ્હી, તા. ૮ [1151,1637,1234,1651]
vance-kicker: પ્રવાસીઓ અમેરિકનોની તકોને છીનવી રહ્યાં હોવાનો દાવો [628,81,997,122]
delhi-ni-vaat [35,1300,220,2271]
table-row [1012,120,1583,137]
vande-continued: પછી ૨૯ [973,2254,1010,2268]
ahmedabad-lead: અમદાવાદ, સોમવાર | ઈન્ડિગો એરલાઇન્સની ફ્લાઇટ ઓપરેશનમાં ચાલી રહેલી ખામીના કારણે આજે સોમવારે પણ મુસાફરોને હાલાકી ભોગવવી પડી હતી. અમદાવાદ એરપોર્ટ પરથી આવતી અને જતી કુલ ૨૮ ફ્લાઈટ રદ થઈ હતી. ચાર દિવસમાં કુલ ૨૫૫ ફ્લાઈટ રદ થઈ ચૂકી છે. [35,825,613,874]
porbandar-cont: (છેલ્લા પાનાનું ચાલુ) [1444,1650,1552,1666]
